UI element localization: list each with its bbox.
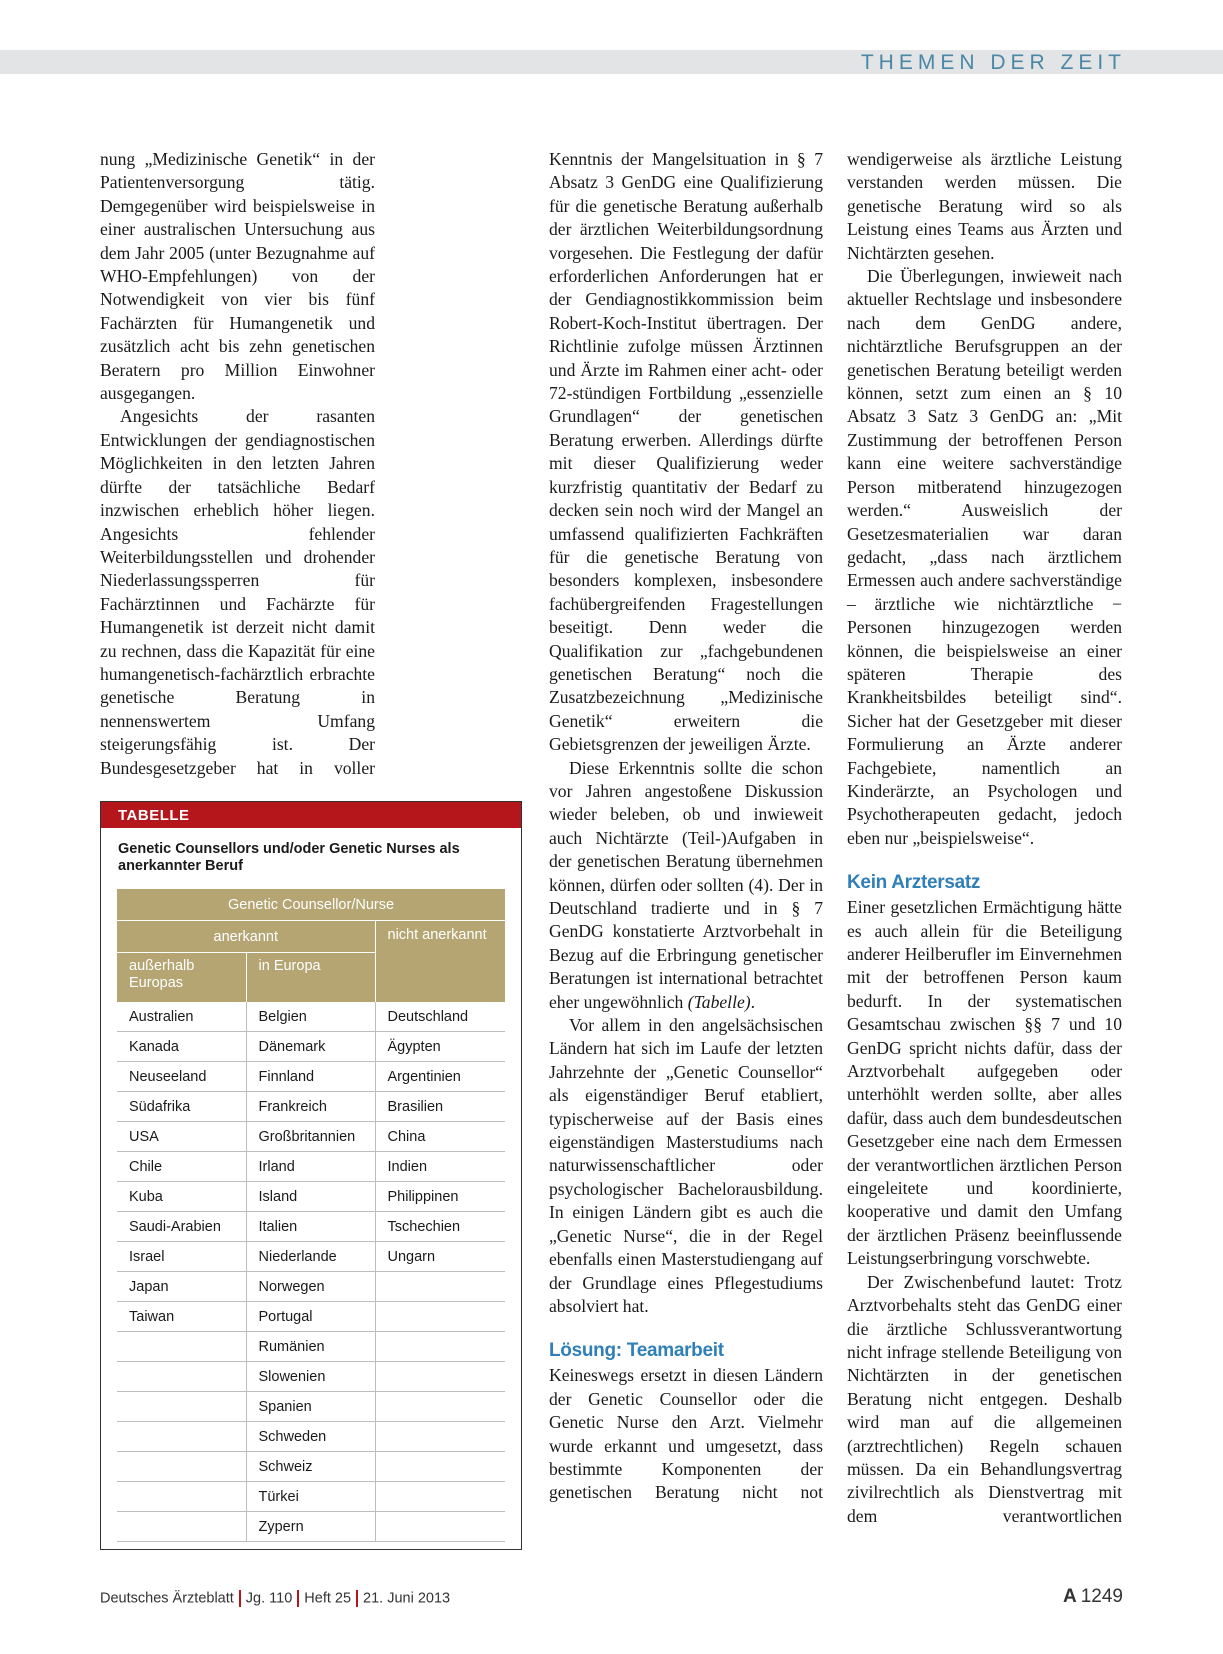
table-row [117,1212,505,1242]
table-row [117,1062,505,1092]
table-cell: Chile [117,1152,246,1182]
table-cell: Israel [117,1242,246,1272]
table-cell: Slowenien [246,1362,375,1392]
table-cell [375,1272,505,1302]
text-column-3 [847,148,1122,1528]
table-label: TABELLE [101,802,521,828]
table-row [117,1032,505,1062]
header-recognized: anerkannt [117,921,375,953]
paragraph: wendigerweise als ärztliche Leistung verstanden werden müssen. Die genetische Beratung wird so als Leistung eines Teams aus Ärzten und Nichtärzten gesehen. [847,149,1122,263]
paragraph-text: . [750,991,756,1012]
table-cell: Saudi-Arabien [117,1212,246,1242]
table-row [117,1002,505,1032]
table-cell: Schweiz [246,1452,375,1482]
header-outside-europe: außerhalb Europas [117,953,246,1003]
table-cell [117,1332,246,1362]
paragraph: Die Überlegungen, inwieweit nach aktueller Rechtslage und insbesondere nach dem GenDG andere, nichtärztliche Berufsgruppen an der genetischen Beratung beteiligt werden können, setzt zum einen an § 10 Absatz 3 Satz 3 GenDG an: „Mit Zustimmung der betroffenen Person kann eine weitere sachverständige Person mitberatend hinzugezogen werden.“ Ausweislich der Gesetzesmaterialien war daran gedacht, „dass nach ärztlichem Ermessen auch andere sachverständige – ärztliche wie nichtärztliche − Personen hinzugezogen werden können, die beispielsweise an einer späteren Therapie des Krankheitsbildes beteiligt sind“. Sicher hat der Gesetzgeber mit dieser Formulierung an Ärzte anderer Fachgebiete, namentlich an Kinderärzte, an Psychologen und Psychotherapeuten gedacht, jedoch eben nur „beispielsweise“. [847,266,1122,848]
table-row [117,1302,505,1332]
table-cell: China [375,1122,505,1152]
table-cell: Zypern [246,1512,375,1542]
table-cell: Schweden [246,1422,375,1452]
table-row [117,1272,505,1302]
paragraph: Der Zwischenbefund lautet: Trotz Arztvorbehalts steht das GenDG einer die ärztliche Schlussverantwortung nicht infrage stellende Beteiligung von Nichtärzten in der genetischen Beratung nicht entgegen. Deshalb wird man auf die allgemeinen (arztrechtlichen) Regeln schauen müssen. Da ein Behandlungsvertrag zivilrechtlich als Dienstvertrag mit dem verantwortlichen [847,1271,1122,1526]
table-body [117,1002,505,1542]
paragraph: Einer gesetzlichen Ermächtigung hätte es auch allein für die Beteiligung anderer Heilberufler im Einvernehmen mit der betroffenen Person kaum bedurft. In der systematischen Gesamtschau zwischen §§ 7 und 10 GenDG spricht nichts dafür, dass der Arztvorbehalt aufgegeben oder unterhöhlt werden sollte, aber alles dafür, dass auch dem bundesdeutschen Gesetzgeber eine nach dem Ermessen der verantwortlichen ärztlichen Person eingeleitete und koordinierte, kooperative und damit den Umfang der ärztlichen Präsenz beeinflussende Leistungserbringung vorschwebte. [847,897,1122,1269]
table-row [117,1422,505,1452]
paragraph: Keineswegs ersetzt in diesen Ländern der Genetic Counsellor oder die Genetic Nurse den Arzt. Vielmehr wurde erkannt und umgesetzt, dass bestimmte Komponenten der genetischen Beratung nicht not [549,1365,823,1503]
table-cell: Spanien [246,1392,375,1422]
table-cell [375,1422,505,1452]
table-cell: USA [117,1122,246,1152]
table-cell: Neuseeland [117,1062,246,1092]
paragraph: Kenntnis der Mangelsituation in § 7 Absatz 3 GenDG eine Qualifizierung für die genetische Beratung außerhalb der ärztlichen Weiterbildungsordnung vorgesehen. Die Festlegung der dafür erforderlichen Anforderungen hat er der Gendiagnostikkommission beim Robert-Koch-Institut übertragen. Der Richtlinie zufolge müssen Ärztinnen und Ärzte im Rahmen einer acht- oder 72-stündigen Fortbildung „essenzielle Grundlagen“ der genetischen Beratung erwerben. Allerdings dürfte mit dieser Qualifizierung weder kurzfristig quantitativ der Bedarf zu decken sein noch wird der Mangel an umfassend qualifizierten Fachkräften für die genetische Beratung von besonders komplexen, insbesondere fachübergreifenden Fragestellungen beseitigt. Denn weder die Qualifikation zur „fachgebundenen genetischen Beratung“ noch die Zusatzbezeichnung „Medizinische Genetik“ erweitern die Gebietsgrenzen der jeweiligen Ärzte. [549,149,823,755]
header-top: Genetic Counsellor/Nurse [117,889,505,921]
table-caption: Genetic Counsellors und/oder Genetic Nurses als anerkannter Beruf [118,841,460,874]
table-cell [117,1362,246,1392]
table-row [117,1482,505,1512]
table-cell: Argentinien [375,1062,505,1092]
section-title: THEMEN DER ZEIT [860,51,1126,74]
table-cell: Japan [117,1272,246,1302]
table-cell: Italien [246,1212,375,1242]
table-cell [375,1512,505,1542]
table-row [117,1122,505,1152]
table-cell: Deutschland [375,1002,505,1032]
table-cell: Tschechien [375,1212,505,1242]
table-cell: Dänemark [246,1032,375,1062]
subheading: Kein Arztersatz [847,872,981,894]
text-column-1 [100,148,375,780]
table-cell: Niederlande [246,1242,375,1272]
table-row [117,1182,505,1212]
table-cell [117,1512,246,1542]
table-cell [117,1392,246,1422]
table-cell: Kanada [117,1032,246,1062]
table-cell [117,1422,246,1452]
table-cell: Frankreich [246,1092,375,1122]
paragraph-text: Diese Erkenntnis sollte die schon vor Jahren angestoßene Diskussion wieder beleben, ob und inwieweit auch Nichtärzte (Teil-)Aufgaben in der genetischen Beratung übernehmen können, dürfen oder sollten (4). Der in Deutschland tradierte und in § 7 GenDG konstatierte Arztvorbehalt in Bezug auf die Erbringung genetischer Beratungen ist international betrachtet eher ungewöhnlich [549,757,823,1012]
table-cell: Island [246,1182,375,1212]
header-in-europe: in Europa [246,953,375,1003]
table-box [100,801,522,1550]
table-cell: Belgien [246,1002,375,1032]
table-cell: Südafrika [117,1092,246,1122]
table-cell [117,1452,246,1482]
table-cell: Australien [117,1002,246,1032]
table-cell [375,1482,505,1512]
table-row [117,1512,505,1542]
table-cell [117,1482,246,1512]
footer-separator [297,1590,299,1607]
table-row [117,1242,505,1272]
journal-volume: Jg. 110 [245,1590,293,1607]
footer-separator [356,1590,358,1607]
table-row [117,1332,505,1362]
table-cell [375,1302,505,1332]
footer-separator [239,1590,241,1607]
table-cell: Türkei [246,1482,375,1512]
paragraph [549,757,823,1014]
table-row [117,1362,505,1392]
journal-issue: Heft 25 [304,1590,352,1607]
table-row [117,1392,505,1422]
text-column-2 [549,148,823,1505]
subheading: Lösung: Teamarbeit [549,1340,724,1362]
table-cell: Rumänien [246,1332,375,1362]
header-not-recognized: nicht anerkannt [375,921,505,1003]
journal-date: 21. Juni 2013 [363,1590,451,1607]
table-cell: Taiwan [117,1302,246,1332]
page-prefix: A [1062,1586,1077,1607]
paragraph: Vor allem in den angelsächsischen Ländern hat sich im Laufe der letzten Jahrzehnte der „Genetic Counsellor“ als eigenständiger Beruf etabliert, typischerweise auf der Basis eines eigenständigen Masterstudiums nach naturwissenschaftlicher oder psychologischer Bachelorausbildung. In einigen Ländern gibt es auch die „Genetic Nurse“, die in der Regel ebenfalls einen Masterstudiengang auf der Grundlage eines Pflegestudiums absolviert hat. [549,1015,823,1316]
table-cell: Großbritannien [246,1122,375,1152]
counsellor-table [117,889,505,1542]
table-cell: Irland [246,1152,375,1182]
paragraph: nung „Medizinische Genetik“ in der Patientenversorgung tätig. Demgegenüber wird beispielsweise in einer australischen Untersuchung aus dem Jahr 2005 (unter Bezugnahme auf WHO-Empfehlungen) von der Notwendigkeit von vier bis fünf Fachärzten für Humangenetik und zusätzlich acht bis zehn genetischen Beratern pro Million Einwohner ausgegangen. [100,149,375,404]
table-cell: Norwegen [246,1272,375,1302]
table-row [117,1092,505,1122]
table-cell [375,1452,505,1482]
table-cell: Portugal [246,1302,375,1332]
page-number [1063,1586,1123,1608]
table-cell: Ungarn [375,1242,505,1272]
table-row [117,1452,505,1482]
table-cell: Kuba [117,1182,246,1212]
table-row [117,1152,505,1182]
table-reference: (Tabelle) [687,991,751,1012]
page-number-value: 1249 [1080,1586,1123,1607]
table-cell: Ägypten [375,1032,505,1062]
table-cell: Brasilien [375,1092,505,1122]
journal-name: Deutsches Ärzteblatt [100,1590,234,1607]
table-cell: Philippinen [375,1182,505,1212]
table-cell: Finnland [246,1062,375,1092]
table-cell [375,1392,505,1422]
table-cell [375,1332,505,1362]
table-cell [375,1362,505,1392]
paragraph: Angesichts der rasanten Entwicklungen der gendiagnostischen Möglichkeiten in den letzten Jahren dürfte der tatsächliche Bedarf inzwischen erheblich höher liegen. Angesichts fehlender Weiterbildungsstellen und drohender Niederlassungssperren für Fachärztinnen und Fachärzte für Humangenetik ist derzeit nicht damit zu rechnen, dass die Kapazität für eine humangenetisch-fachärztlich erbrachte genetische Beratung in nennenswertem Umfang steigerungsfähig ist. Der Bundesgesetzgeber hat in voller [100,406,375,778]
table-cell: Indien [375,1152,505,1182]
footer [100,1590,450,1607]
